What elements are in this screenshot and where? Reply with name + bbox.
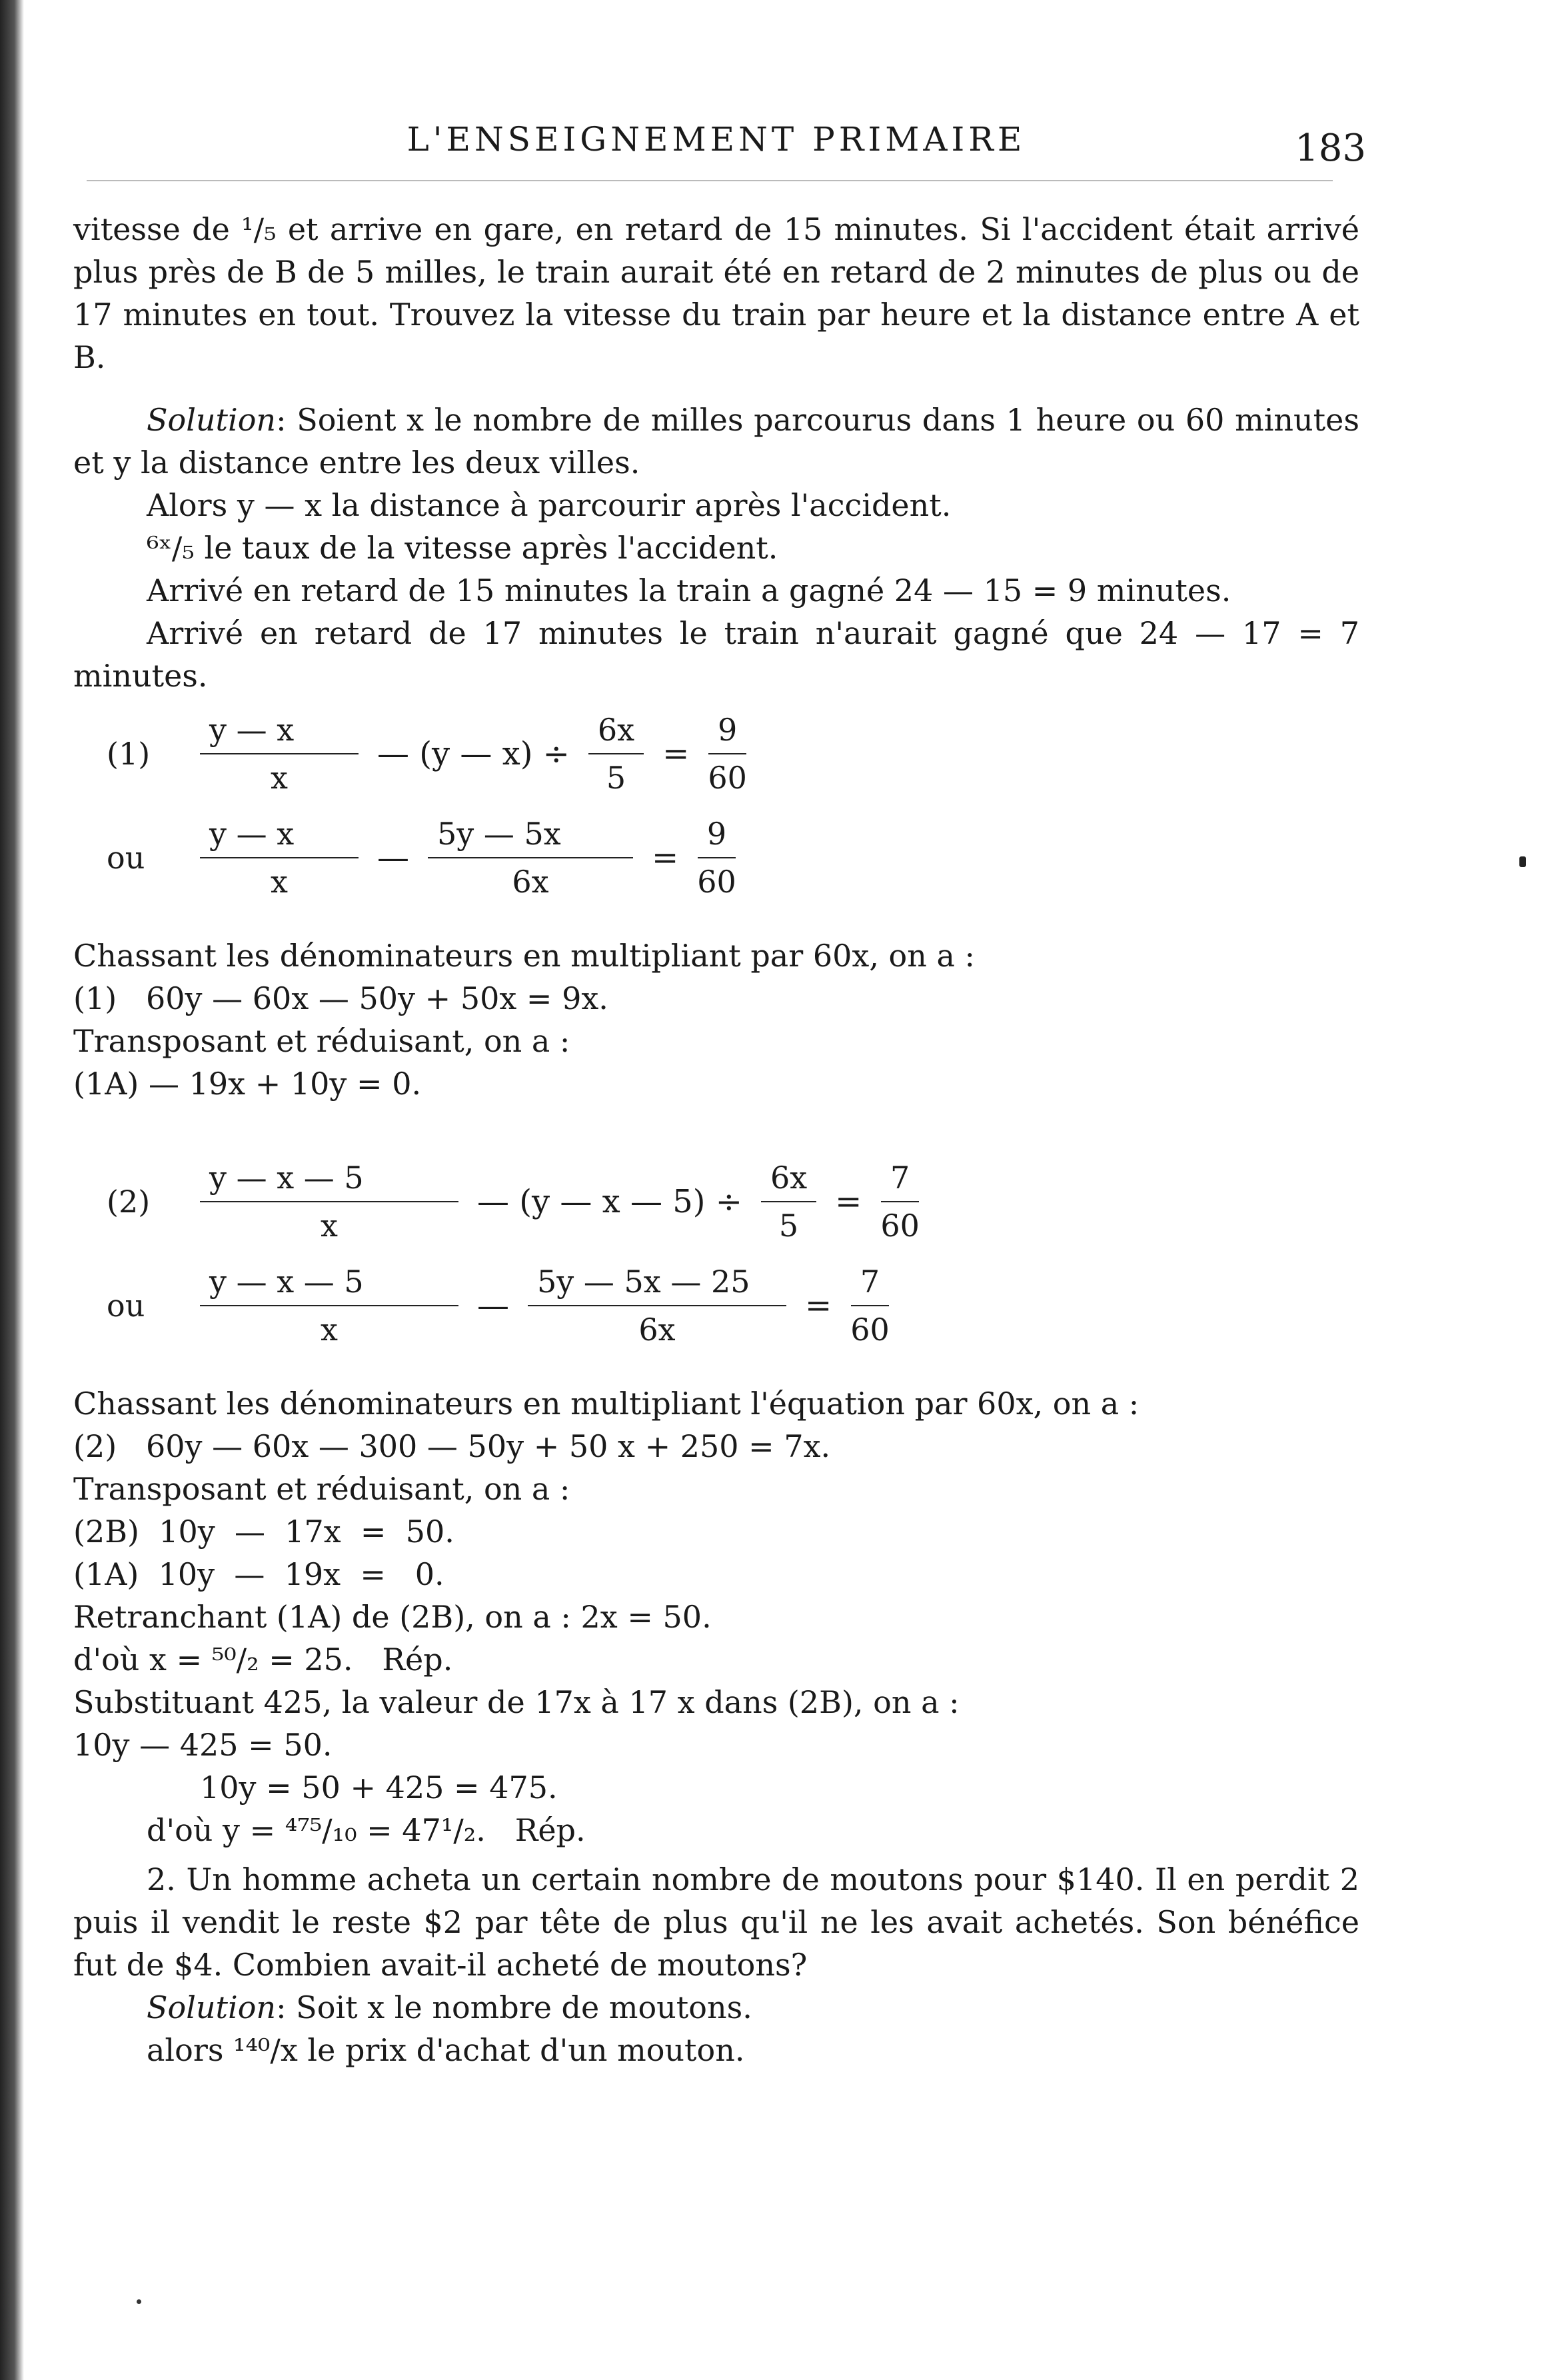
equals-sign: = (835, 1183, 862, 1220)
line-chassant-1: Chassant les dénominateurs en multipliant par 60x, on a : (73, 938, 976, 974)
ink-dot (137, 2299, 141, 2304)
page-header (73, 100, 1366, 173)
line-transposant-2: Transposant et réduisant, on a : (73, 1471, 570, 1507)
equation-1-expanded: (1) 60y — 60x — 50y + 50x = 9x. (73, 980, 608, 1016)
operator: — (y — x — 5) ÷ (477, 1183, 742, 1220)
solution-label: Solution (147, 402, 277, 438)
page-body (73, 208, 1359, 2071)
substitution-2: 10y = 50 + 425 = 475. (200, 1770, 558, 1805)
denominator: 6x (638, 1312, 676, 1348)
denominator: x (321, 1208, 338, 1244)
equals-sign: = (805, 1287, 832, 1324)
fraction (761, 1154, 816, 1249)
line-alors-2: alors ¹⁴⁰/x le prix d'achat d'un mouton. (147, 2032, 745, 2068)
equation-label: ou (107, 840, 145, 876)
numerator: 5y — 5x (428, 810, 633, 858)
equation-2-alt (107, 1258, 1359, 1353)
paragraph-solution-2 (73, 1986, 1359, 2029)
equation-1a-repeat: (1A) 10y — 19x = 0. (73, 1556, 444, 1592)
numerator: 7 (881, 1154, 919, 1202)
line-transposant-1: Transposant et réduisant, on a : (73, 1023, 570, 1059)
line-substituant: Substituant 425, la valeur de 17x à 17 x dans (2B), on a : (73, 1684, 960, 1720)
fraction (708, 706, 747, 801)
line-arrive-15: Arrivé en retard de 15 minutes la train a gagné 24 — 15 = 9 minutes. (147, 573, 1231, 608)
line-retranchant: Retranchant (1A) de (2B), on a : 2x = 50. (73, 1599, 712, 1635)
equation-2-expanded: (2) 60y — 60x — 300 — 50y + 50 x + 250 = 7x. (73, 1428, 831, 1464)
operator: — (477, 1287, 509, 1324)
numerator: 7 (851, 1258, 889, 1306)
book-page (73, 100, 1366, 2071)
page-edge-shadow (0, 0, 24, 2380)
result-y: d'où y = ⁴⁷⁵/₁₀ = 47¹/₂. Rép. (147, 1812, 586, 1848)
page-number: 183 (1295, 127, 1366, 170)
fraction (428, 810, 633, 905)
denominator: x (271, 760, 288, 796)
fraction (200, 1154, 458, 1249)
fraction (200, 706, 359, 801)
denominator: 60 (850, 1312, 890, 1348)
paragraph-problem-1: vitesse de ¹/₅ et arrive en gare, en retard de 15 minutes. Si l'accident était arrivé plus près de B de 5 milles, le train aurait été en retard de 2 minutes de plus ou de 17 minutes en tout. Trouvez la vitesse du train par heure et la distance entre A et B. (73, 211, 1359, 375)
fraction (588, 706, 644, 801)
fraction (528, 1258, 786, 1353)
numerator: y — x — 5 (200, 1154, 458, 1202)
line-chassant-2: Chassant les dénominateurs en multipliant l'équation par 60x, on a : (73, 1386, 1140, 1422)
denominator: 6x (512, 864, 549, 900)
line-taux: ⁶ˣ/₅ le taux de la vitesse après l'accident. (147, 530, 778, 566)
fraction (850, 1258, 890, 1353)
solution-text: : Soient x le nombre de milles parcourus dans 1 heure ou 60 minutes et y la distance entre les deux villes. (73, 402, 1359, 481)
equation-label: (2) (107, 1184, 151, 1220)
solution-label: Solution (147, 1989, 277, 2025)
paragraph-solution-1 (73, 399, 1359, 484)
equation-2b: (2B) 10y — 17x = 50. (73, 1514, 454, 1550)
equation-2 (107, 1154, 1359, 1249)
numerator: 6x (761, 1154, 816, 1202)
numerator: y — x (200, 706, 359, 754)
equation-1-alt (107, 810, 1359, 905)
numerator: 9 (698, 810, 736, 858)
line-alors: Alors y — x la distance à parcourir après l'accident. (147, 487, 952, 523)
denominator: 60 (880, 1208, 920, 1244)
fraction (200, 810, 359, 905)
equation-label: ou (107, 1288, 145, 1324)
equals-sign: = (652, 839, 679, 876)
denominator: 60 (708, 760, 747, 796)
numerator: y — x — 5 (200, 1258, 458, 1306)
operator: — (377, 839, 409, 876)
substitution-1: 10y — 425 = 50. (73, 1727, 333, 1763)
fraction (697, 810, 736, 905)
equals-sign: = (662, 735, 690, 772)
header-rule (87, 180, 1333, 181)
denominator: x (271, 864, 288, 900)
numerator: 6x (588, 706, 644, 754)
ink-mark (1519, 856, 1526, 867)
denominator: 60 (697, 864, 736, 900)
numerator: 9 (708, 706, 746, 754)
paragraph-problem-2: 2. Un homme acheta un certain nombre de moutons pour $140. Il en perdit 2 puis il vendit le reste $2 par tête de plus qu'il ne les avait achetés. Son bénéfice fut de $4. Combien avait-il acheté de moutons? (73, 1861, 1359, 1983)
operator: — (y — x) ÷ (377, 735, 570, 772)
numerator: 5y — 5x — 25 (528, 1258, 786, 1306)
equation-1a: (1A) — 19x + 10y = 0. (73, 1066, 422, 1102)
line-arrive-17: Arrivé en retard de 17 minutes le train n'aurait gagné que 24 — 17 = 7 minutes. (73, 615, 1359, 694)
solution-text: : Soit x le nombre de moutons. (276, 1989, 752, 2025)
numerator: y — x (200, 810, 359, 858)
denominator: 5 (606, 760, 626, 796)
fraction (880, 1154, 920, 1249)
denominator: 5 (778, 1208, 799, 1244)
denominator: x (321, 1312, 338, 1348)
fraction (200, 1258, 458, 1353)
result-x: d'où x = ⁵⁰/₂ = 25. Rép. (73, 1642, 453, 1678)
equation-1 (107, 706, 1359, 801)
running-title: L'ENSEIGNEMENT PRIMAIRE (406, 120, 1026, 159)
equation-label: (1) (107, 736, 151, 772)
